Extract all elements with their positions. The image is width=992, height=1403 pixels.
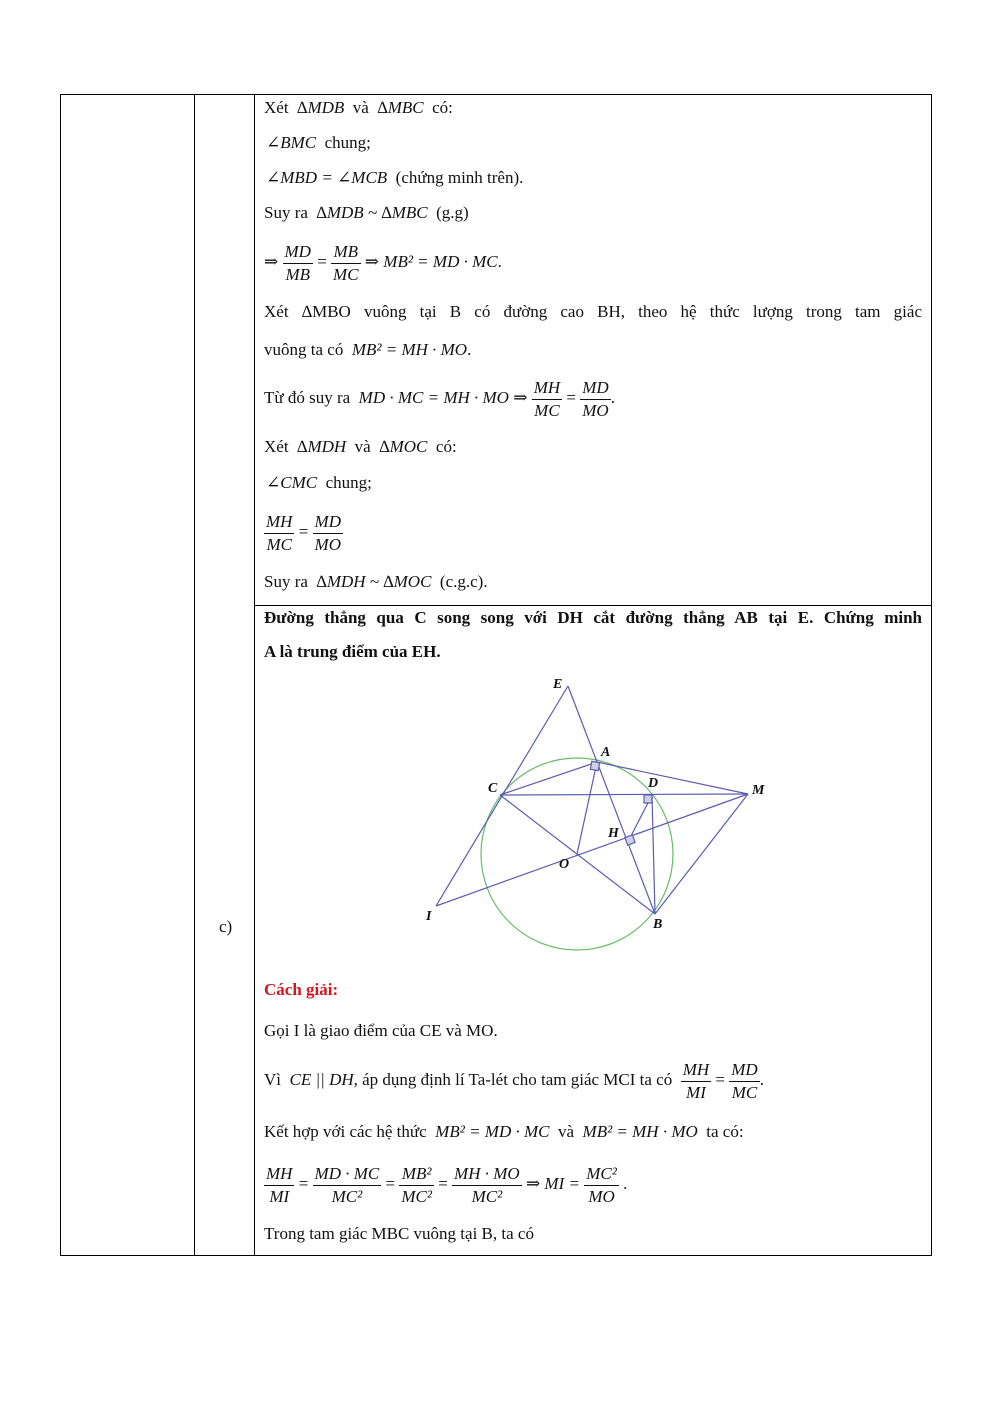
line-angle-equality: ∠MBD = ∠MCB (chứng minh trên).	[266, 168, 524, 187]
segment-d-b	[652, 795, 655, 914]
column-divider-1	[194, 95, 195, 1255]
problem-statement-line-2: A là trung điểm của EH.	[264, 642, 441, 661]
line-right-triangle-mbo: Xét ∆MBO vuông tại B có đường cao BH, theo hệ thức lượng trong tam giác	[264, 302, 922, 321]
label-e: E	[553, 677, 563, 692]
segment-a-o	[577, 762, 597, 854]
segment-e-b	[568, 686, 655, 914]
label-o: O	[559, 857, 570, 872]
solution-line-mi: $\frac{MH}{MI}$ = $\frac{MD \cdot MC}{\text{MC²}}$ = $\frac{\text{MB²}}{\text{MC²}}$ = $\frac{MH \cdot MO}{\text{MC²}}$ ⇒ MI = $\frac{\text{MC²}}{MO}$ .	[266, 1163, 628, 1206]
geometry-figure	[420, 672, 780, 952]
line-common-angle-bmc: ∠BMC chung;	[266, 133, 371, 152]
segment-a-m	[597, 762, 748, 794]
label-c: C	[488, 781, 498, 796]
right-angle-a	[590, 761, 599, 770]
line-common-angle-cmc: ∠CMC chung;	[266, 473, 372, 492]
segment-c-m	[500, 794, 748, 795]
label-d: D	[648, 776, 659, 791]
line-ratio-mb-squared: ⇒ $\frac{MD}{MB}$ = $\frac{MB}{MC}$ ⇒ MB² = MD · MC.	[264, 241, 502, 284]
right-angle-h	[625, 835, 635, 845]
label-h: H	[608, 826, 619, 841]
label-m: M	[752, 783, 765, 798]
solution-line-1: Gọi I là giao điểm của CE và MO.	[264, 1021, 498, 1040]
line-similarity-cgc: Suy ra ∆MDH ~ ∆MOC (c.g.c).	[264, 572, 488, 591]
solution-heading: Cách giải:	[264, 980, 339, 999]
row-divider	[254, 605, 931, 606]
label-i: I	[426, 909, 432, 924]
solution-line-thales: Vì CE || DH, áp dụng định lí Ta-lét cho tam giác MCI ta có $\frac{MH}{MI}$ = $\frac{MD}{MC}$ .	[264, 1059, 764, 1102]
segment-c-a	[500, 762, 597, 795]
line-mb-squared-mh-mo: vuông ta có MB² = MH · MO.	[264, 340, 472, 359]
right-angle-d	[644, 795, 652, 803]
label-a: A	[601, 745, 611, 760]
line-ratio-equality: $\frac{MH}{MC}$ = $\frac{MD}{MO}$	[266, 511, 341, 554]
label-b: B	[653, 917, 663, 932]
column-divider-2	[254, 95, 255, 1255]
part-c-label: c)	[219, 917, 233, 936]
line-consider-mdh-moc: Xét ∆MDH và ∆MOC có:	[264, 437, 457, 456]
segment-i-m	[436, 794, 748, 906]
solution-line-last: Trong tam giác MBC vuông tại B, ta có	[264, 1224, 534, 1243]
line-consider-mdb-mbc: Xét ∆MDB và ∆MBC có:	[264, 98, 453, 117]
line-derive-ratio: Từ đó suy ra MD · MC = MH · MO ⇒ $\frac{MH}{MC}$ = $\frac{MD}{MO}$ .	[264, 377, 615, 420]
problem-statement-line-1: Đường thẳng qua C song song với DH cắt đường thẳng AB tại E. Chứng minh	[264, 608, 922, 627]
segment-b-m	[655, 794, 748, 914]
line-similarity-gg: Suy ra ∆MDB ~ ∆MBC (g.g)	[264, 203, 469, 222]
solution-line-combine: Kết hợp với các hệ thức MB² = MD · MC và MB² = MH · MO ta có:	[264, 1122, 744, 1141]
